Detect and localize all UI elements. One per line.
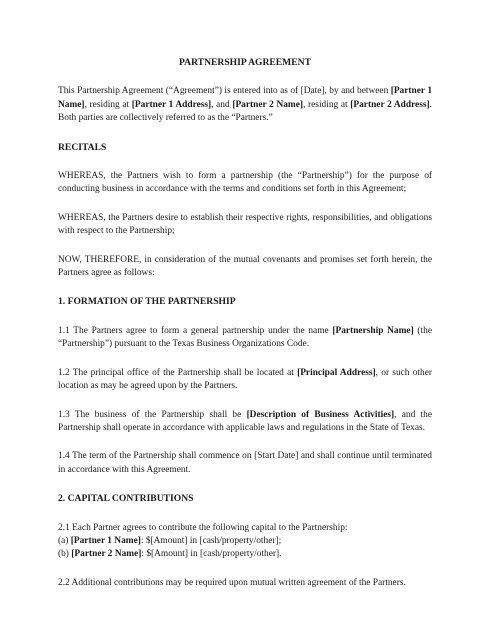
- intro-text: , residing at: [84, 99, 132, 110]
- contribution-item-b: [58, 548, 432, 561]
- partner-2-address-placeholder: [Partner 2 Address]: [350, 99, 430, 110]
- contribution-item-a: [58, 535, 432, 548]
- clause-text: 1.1 The Partners agree to form a general partnership under the name: [58, 325, 333, 336]
- intro-text: This Partnership Agreement (“Agreement”) is entered into as of [Date], by and between: [58, 86, 391, 97]
- partner-1-name-placeholder: [Partner 1 Name]: [70, 535, 141, 546]
- clause-1-1: [58, 325, 432, 352]
- recital-paragraph-3: NOW, THEREFORE, in consideration of the mutual covenants and promises set forth herein, the Partners agree as follows:: [58, 254, 432, 279]
- item-prefix: (a): [58, 535, 71, 546]
- clause-2-1: [58, 522, 432, 562]
- recitals-heading: RECITALS: [58, 141, 107, 153]
- intro-text: , and: [211, 99, 233, 110]
- clause-1-4: 1.4 The term of the Partnership shall commence on [Start Date] and shall continue until terminated in accordance with this Agreement.: [58, 451, 432, 475]
- partner-2-name-placeholder: [Partner 2 Name]: [232, 99, 304, 110]
- principal-address-placeholder: [Principal Address]: [297, 367, 376, 378]
- clause-2-2: 2.2 Additional contributions may be required upon mutual written agreement of the Partners.: [58, 577, 406, 588]
- clause-text: , or such other location as may be agreed upon by the Partners.: [58, 367, 432, 392]
- clause-1-3: [58, 409, 432, 436]
- clause-1-2: [58, 367, 432, 394]
- section-1-heading: 1. FORMATION OF THE PARTNERSHIP: [58, 296, 236, 308]
- partner-1-address-placeholder: [Partner 1 Address]: [131, 99, 212, 110]
- clause-text: (the “Partnership”) pursuant to the Texas Business Organizations Code.: [58, 325, 432, 350]
- clause-2-1-text: 2.1 Each Partner agrees to contribute the following capital to the Partnership:: [58, 522, 348, 533]
- intro-paragraph: [58, 85, 432, 125]
- clause-text: 1.3 The business of the Partnership shall be: [58, 409, 247, 420]
- item-prefix: (b): [58, 549, 72, 560]
- partner-2-name-placeholder: [Partner 2 Name]: [71, 549, 142, 560]
- partnership-name-placeholder: [Partnership Name]: [332, 325, 414, 336]
- intro-text: , residing at: [303, 99, 351, 110]
- business-description-placeholder: [Description of Business Activities]: [246, 409, 395, 420]
- item-text: : $[Amount] in [cash/property/other];: [140, 535, 282, 546]
- intro-text: . Both parties are collectively referred to as the “Partners.”: [58, 99, 432, 124]
- document-title: PARTNERSHIP AGREEMENT: [179, 57, 311, 68]
- clause-text: , and the Partnership shall operate in accordance with applicable laws and regulations in the State of Texas.: [58, 409, 432, 433]
- recital-paragraph-1: WHEREAS, the Partners wish to form a partnership (the “Partnership”) for the purpose of conducting business in accordance with the terms and conditions set forth in this Agreement;: [58, 171, 432, 195]
- partner-1-name-placeholder: [Partner 1 Name]: [58, 86, 433, 110]
- clause-text: 1.2 The principal office of the Partnership shall be located at: [58, 367, 298, 378]
- item-text: : $[Amount] in [cash/property/other].: [141, 549, 282, 560]
- section-2-heading: 2. CAPITAL CONTRIBUTIONS: [58, 493, 194, 505]
- recital-paragraph-2: WHEREAS, the Partners desire to establish their respective rights, responsibilities, and obligations with respect to the Partnership;: [58, 212, 432, 237]
